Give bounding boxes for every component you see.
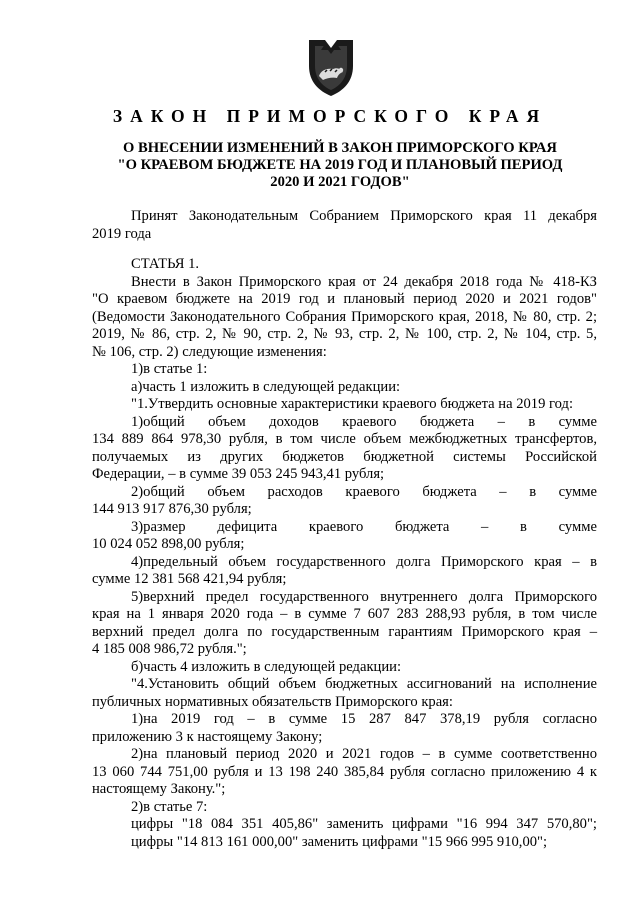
para-line: публичных нормативных обязательств Приморского края: (92, 693, 453, 710)
para-line: 5)верхний предел государственного внутреннего долга Приморского (131, 588, 597, 605)
adoption-statement (92, 208, 597, 243)
adoption-line: 2019 года (92, 225, 152, 242)
para-line: настоящему Закону."; (92, 781, 226, 797)
coat-of-arms-icon (303, 36, 359, 98)
para-line: верхний предел долга по государственным гарантиям Приморского края – (92, 623, 597, 640)
para-line: 134 889 864 978,30 рубля, в том числе объем межбюджетных трансфертов, (92, 431, 597, 447)
para-line: 2)на плановый период 2020 и 2021 годов – в сумме соответственно (131, 746, 597, 762)
article-heading: СТАТЬЯ 1. (131, 256, 200, 272)
para-line: получаемых из других бюджетов бюджетной системы Российской (92, 448, 597, 465)
subtitle-line: "О КРАЕВОМ БЮДЖЕТЕ НА 2019 ГОД И ПЛАНОВЫЙ ПЕРИОД (117, 157, 563, 173)
adoption-line: Принят Законодательным Собранием Приморского края 11 декабря (131, 208, 597, 224)
para-line: "4.Установить общий объем бюджетных ассигнований на исполнение (131, 676, 597, 692)
list-item: "1.Утвердить основные характеристики краевого бюджета на 2019 год: (131, 396, 574, 412)
para-line: 1)общий объем доходов краевого бюджета – в сумме (131, 413, 597, 430)
para-line: 10 024 052 898,00 рубля; (92, 536, 245, 552)
list-item: а)часть 1 изложить в следующей редакции: (131, 378, 401, 395)
para-line: сумме 12 381 568 421,94 рубля; (92, 571, 287, 587)
intro-line: (Ведомости Законодательного Собрания Приморского края, 2018, № 80, стр. 2; (92, 308, 597, 325)
subtitle-line: О ВНЕСЕНИИ ИЗМЕНЕНИЙ В ЗАКОН ПРИМОРСКОГО КРАЯ (123, 140, 557, 156)
para-line: приложению 3 к настоящему Закону; (92, 728, 323, 745)
para-line: края на 1 января 2020 года – в сумме 7 607 283 288,93 рубля, в том числе (92, 606, 597, 622)
para-line: 4)предельный объем государственного долга Приморского края – в (131, 553, 597, 570)
intro-line: № 106, стр. 2) следующие изменения: (92, 343, 327, 360)
law-subtitle (0, 140, 640, 191)
intro-line: Внести в Закон Приморского края от 24 декабря 2018 года № 418-КЗ (131, 273, 597, 290)
list-item: 2)в статье 7: (131, 798, 208, 815)
intro-line: "О краевом бюджете на 2019 год и плановый период 2020 и 2021 годов" (92, 291, 597, 307)
intro-line: 2019, № 86, стр. 2, № 90, стр. 2, № 93, стр. 2, № 100, стр. 2, № 104, стр. 5, (92, 326, 597, 342)
law-body (92, 256, 597, 851)
para-line: Федерации, – в сумме 39 053 245 943,41 рубля; (92, 466, 385, 482)
para-line: 4 185 008 986,72 рубля."; (92, 641, 247, 657)
law-title: ЗАКОН ПРИМОРСКОГО КРАЯ (112, 106, 548, 126)
replacement-line: цифры "14 813 161 000,00" заменить цифрами "15 966 995 910,00"; (131, 833, 548, 850)
para-line: 144 913 917 876,30 рубля; (92, 501, 252, 517)
list-item: 1)в статье 1: (131, 361, 208, 377)
para-line: 1)на 2019 год – в сумме 15 287 847 378,19 рубля согласно (131, 711, 597, 727)
para-line: 2)общий объем расходов краевого бюджета – в сумме (131, 483, 597, 500)
list-item: б)часть 4 изложить в следующей редакции: (131, 658, 402, 675)
para-line: 13 060 744 751,00 рубля и 13 198 240 385,84 рубля согласно приложению 4 к (92, 763, 597, 780)
para-line: 3)размер дефицита краевого бюджета – в сумме (131, 518, 597, 535)
replacement-line: цифры "18 084 351 405,86" заменить цифрами "16 994 347 570,80"; (131, 816, 597, 832)
subtitle-line: 2020 И 2021 ГОДОВ" (270, 174, 410, 190)
